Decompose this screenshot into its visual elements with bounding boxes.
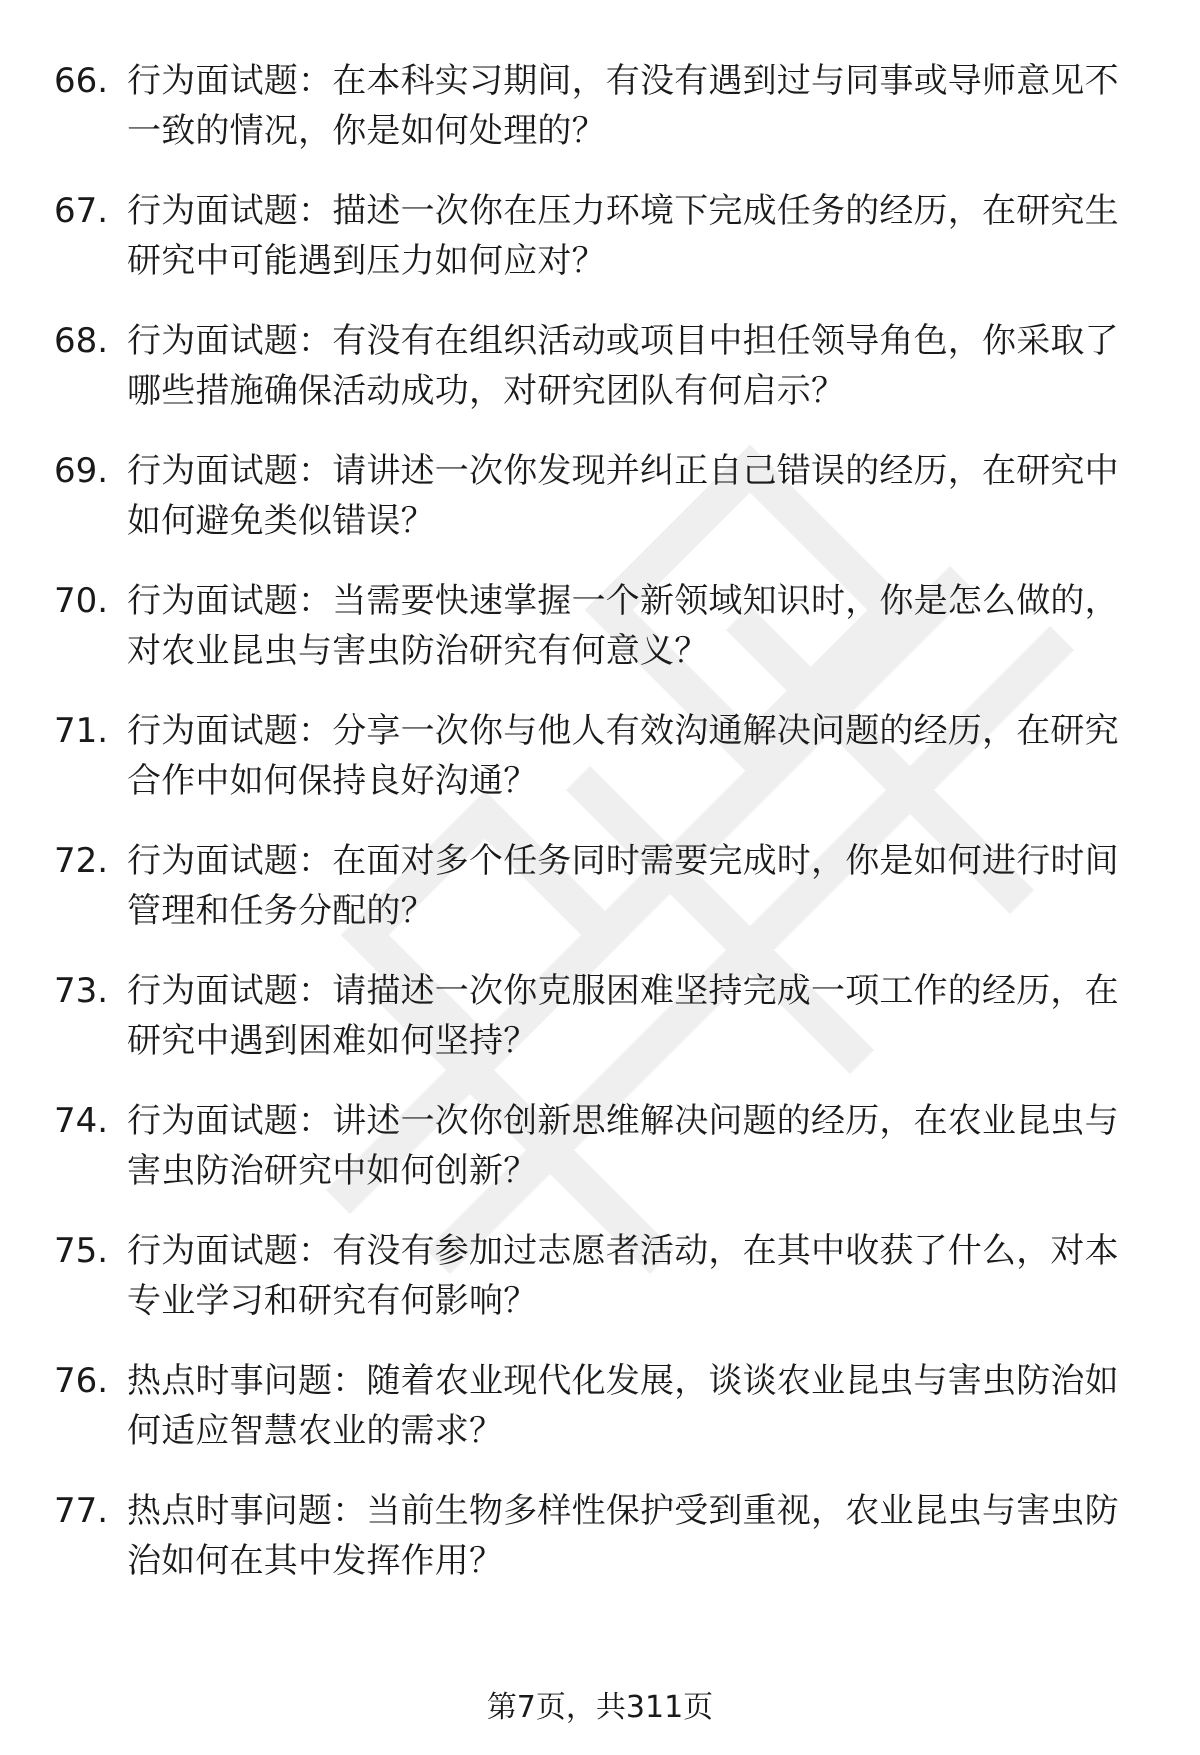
list-item: [0, 56, 1200, 186]
question-text: 行为面试题：请描述一次你克服困难坚持完成一项工作的经历，在研究中遇到困难如何坚持？: [127, 971, 1119, 1061]
list-item: [0, 966, 1200, 1096]
question-number: 73.: [54, 971, 109, 1011]
list-item: [0, 1356, 1200, 1486]
question-number: 76.: [54, 1361, 109, 1401]
list-item: [0, 446, 1200, 576]
question-text: 行为面试题：有没有在组织活动或项目中担任领导角色，你采取了哪些措施确保活动成功，对研究团队有何启示？: [127, 321, 1119, 411]
question-number: 72.: [54, 841, 109, 881]
list-item: [0, 706, 1200, 836]
question-number: 70.: [54, 581, 109, 621]
question-text: 行为面试题：在本科实习期间，有没有遇到过与同事或导师意见不一致的情况，你是如何处理的？: [127, 61, 1119, 151]
list-item: [0, 1096, 1200, 1226]
question-text: 热点时事问题：当前生物多样性保护受到重视，农业昆虫与害虫防治如何在其中发挥作用？: [127, 1491, 1119, 1581]
question-number: 69.: [54, 451, 109, 491]
question-number: 75.: [54, 1231, 109, 1271]
question-text: 行为面试题：分享一次你与他人有效沟通解决问题的经历，在研究合作中如何保持良好沟通？: [127, 711, 1119, 801]
question-list: [0, 56, 1200, 1616]
question-text: 热点时事问题：随着农业现代化发展，谈谈农业昆虫与害虫防治如何适应智慧农业的需求？: [127, 1361, 1119, 1451]
question-text: 行为面试题：请讲述一次你发现并纠正自己错误的经历，在研究中如何避免类似错误？: [127, 451, 1119, 541]
question-number: 68.: [54, 321, 109, 361]
list-item: [0, 1226, 1200, 1356]
list-item: [0, 316, 1200, 446]
question-number: 74.: [54, 1101, 109, 1141]
question-number: 66.: [54, 61, 109, 101]
question-number: 77.: [54, 1491, 109, 1531]
question-number: 67.: [54, 191, 109, 231]
list-item: [0, 576, 1200, 706]
list-item: [0, 186, 1200, 316]
question-text: 行为面试题：有没有参加过志愿者活动，在其中收获了什么，对本专业学习和研究有何影响？: [127, 1231, 1119, 1321]
page-footer: [0, 1688, 1200, 1728]
page-number: 第7页，共311页: [486, 1690, 714, 1725]
list-item: [0, 1486, 1200, 1616]
list-item: [0, 836, 1200, 966]
question-number: 71.: [54, 711, 109, 751]
question-text: 行为面试题：讲述一次你创新思维解决问题的经历，在农业昆虫与害虫防治研究中如何创新？: [127, 1101, 1119, 1191]
question-text: 行为面试题：在面对多个任务同时需要完成时，你是如何进行时间管理和任务分配的？: [127, 841, 1119, 931]
question-text: 行为面试题：描述一次你在压力环境下完成任务的经历，在研究生研究中可能遇到压力如何应对？: [127, 191, 1119, 281]
question-text: 行为面试题：当需要快速掌握一个新领域知识时，你是怎么做的，对农业昆虫与害虫防治研究有何意义？: [127, 581, 1119, 671]
